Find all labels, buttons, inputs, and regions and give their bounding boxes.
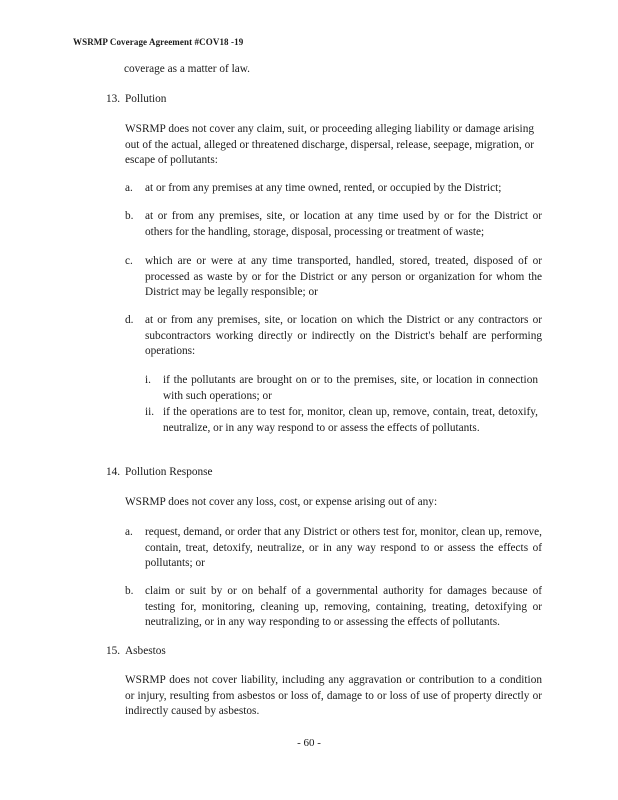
section-14-item-b — [125, 584, 542, 631]
section-13-item-a — [125, 181, 542, 197]
subitem-text: if the pollutants are brought on or to the premises, site, or location in connection with such operations; or — [163, 374, 538, 402]
section-number: 14. — [106, 466, 121, 478]
section-13-subitem-i — [145, 373, 538, 404]
section-13-heading — [106, 92, 166, 107]
section-13-intro: WSRMP does not cover any claim, suit, or proceeding alleging liability or damage arising out of the actual, alleged or threatened discharge, dispersal, release, seepage, migration, or escape of pollutants: — [125, 123, 534, 166]
page-header: WSRMP Coverage Agreement #COV18 -19 — [73, 37, 244, 47]
item-text: at or from any premises, site, or location on which the District or any contractors or subcontractors working directly or indirectly on the District's behalf are performing operations: — [145, 314, 542, 357]
item-text: at or from any premises, site, or location at any time used by or for the District or others for the handling, storage, disposal, processing or treatment of waste; — [145, 210, 542, 238]
section-15-intro: WSRMP does not cover liability, including any aggravation or contribution to a condition or injury, resulting from asbestos or loss of, damage to or loss of use of property directly or indirectly caused by asbestos. — [125, 674, 542, 717]
section-14-heading — [106, 465, 213, 480]
section-13-item-c — [125, 254, 542, 301]
section-14-item-a — [125, 525, 542, 572]
section-title: Asbestos — [125, 645, 166, 657]
section-number: 15. — [106, 645, 121, 657]
section-number: 13. — [106, 93, 121, 105]
continuation-text: coverage as a matter of law. — [124, 63, 250, 75]
subitem-label: ii. — [145, 406, 155, 418]
item-label: b. — [125, 585, 134, 597]
section-13-item-d — [125, 313, 542, 360]
item-label: c. — [125, 255, 133, 267]
page-number: - 60 - — [297, 737, 321, 749]
item-label: a. — [125, 182, 133, 194]
subitem-text: if the operations are to test for, monitor, clean up, remove, contain, treat, detoxify, neutralize, or in any way respond to or assess the effects of pollutants. — [163, 406, 538, 434]
section-title: Pollution — [125, 93, 167, 105]
item-text: request, demand, or order that any District or others test for, monitor, clean up, remove, contain, treat, detoxify, neutralize, or in any way respond to or assess the effects of pollutants; or — [145, 526, 542, 569]
item-text: which are or were at any time transported, handled, stored, treated, disposed of or processed as waste by or for the District or any person or organization for whom the District may be legally responsible; or — [145, 255, 542, 298]
section-13-item-b — [125, 209, 542, 240]
item-text: at or from any premises at any time owned, rented, or occupied by the District; — [145, 182, 502, 194]
item-label: d. — [125, 314, 134, 326]
item-text: claim or suit by or on behalf of a governmental authority for damages because of testing for, monitoring, cleaning up, removing, containing, treating, detoxifying or neutralizing, or in any way responding to or assessing the effects of pollutants. — [145, 585, 542, 628]
section-13-subitem-ii — [145, 405, 538, 436]
section-15-heading — [106, 644, 166, 659]
item-label: b. — [125, 210, 134, 222]
subitem-label: i. — [145, 374, 151, 386]
item-label: a. — [125, 526, 133, 538]
section-title: Pollution Response — [125, 466, 213, 478]
section-14-intro: WSRMP does not cover any loss, cost, or expense arising out of any: — [125, 496, 438, 508]
